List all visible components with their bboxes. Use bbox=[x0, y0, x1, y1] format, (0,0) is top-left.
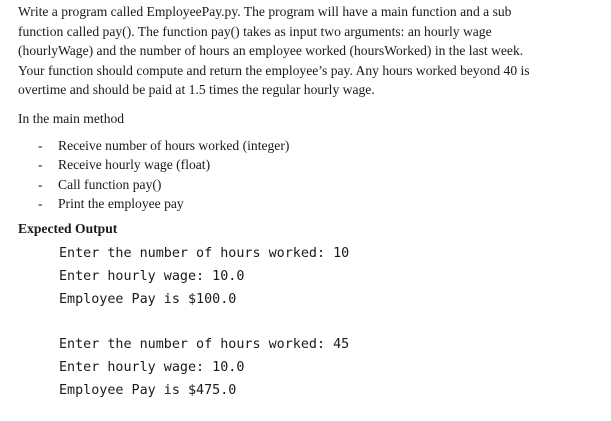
assignment-description bbox=[18, 2, 603, 100]
description-line: (hourlyWage) and the number of hours an employee worked (hoursWorked) in the last week. bbox=[18, 43, 524, 58]
assignment-document bbox=[18, 2, 603, 402]
task-list-item bbox=[18, 136, 603, 156]
main-method-heading: In the main method bbox=[18, 110, 125, 126]
task-text: Receive hourly wage (float) bbox=[58, 157, 211, 172]
task-list-item bbox=[18, 155, 603, 175]
output-line: Enter hourly wage: 10.0 bbox=[59, 268, 245, 284]
description-line: overtime and should be paid at 1.5 times the regular hourly wage. bbox=[18, 82, 375, 97]
task-text: Receive number of hours worked (integer) bbox=[58, 137, 290, 153]
bullet-dash: - bbox=[38, 157, 43, 172]
output-line: Enter hourly wage: 10.0 bbox=[59, 359, 245, 375]
description-line: function called pay(). The function pay() takes as input two arguments: an hourly wage bbox=[18, 23, 492, 39]
bullet-dash: - bbox=[38, 176, 43, 192]
example-run-1 bbox=[18, 242, 603, 311]
bullet-dash: - bbox=[38, 196, 43, 211]
description-line: Your function should compute and return the employee’s pay. Any hours worked beyond 40 is bbox=[18, 62, 530, 78]
description-line: Write a program called EmployeePay.py. The program will have a main function and a sub bbox=[18, 4, 512, 19]
example-run-2 bbox=[18, 333, 603, 402]
task-text: Call function pay() bbox=[58, 176, 162, 192]
output-line: Employee Pay is $100.0 bbox=[59, 291, 237, 307]
task-list-item bbox=[18, 175, 603, 195]
output-line: Enter the number of hours worked: 10 bbox=[59, 245, 350, 261]
bullet-dash: - bbox=[38, 137, 43, 153]
main-method-task-list bbox=[18, 136, 603, 214]
output-line: Employee Pay is $475.0 bbox=[59, 382, 237, 398]
output-line: Enter the number of hours worked: 45 bbox=[59, 336, 350, 352]
task-list-item bbox=[18, 194, 603, 214]
expected-output-heading: Expected Output bbox=[18, 220, 118, 236]
task-text: Print the employee pay bbox=[58, 196, 184, 211]
